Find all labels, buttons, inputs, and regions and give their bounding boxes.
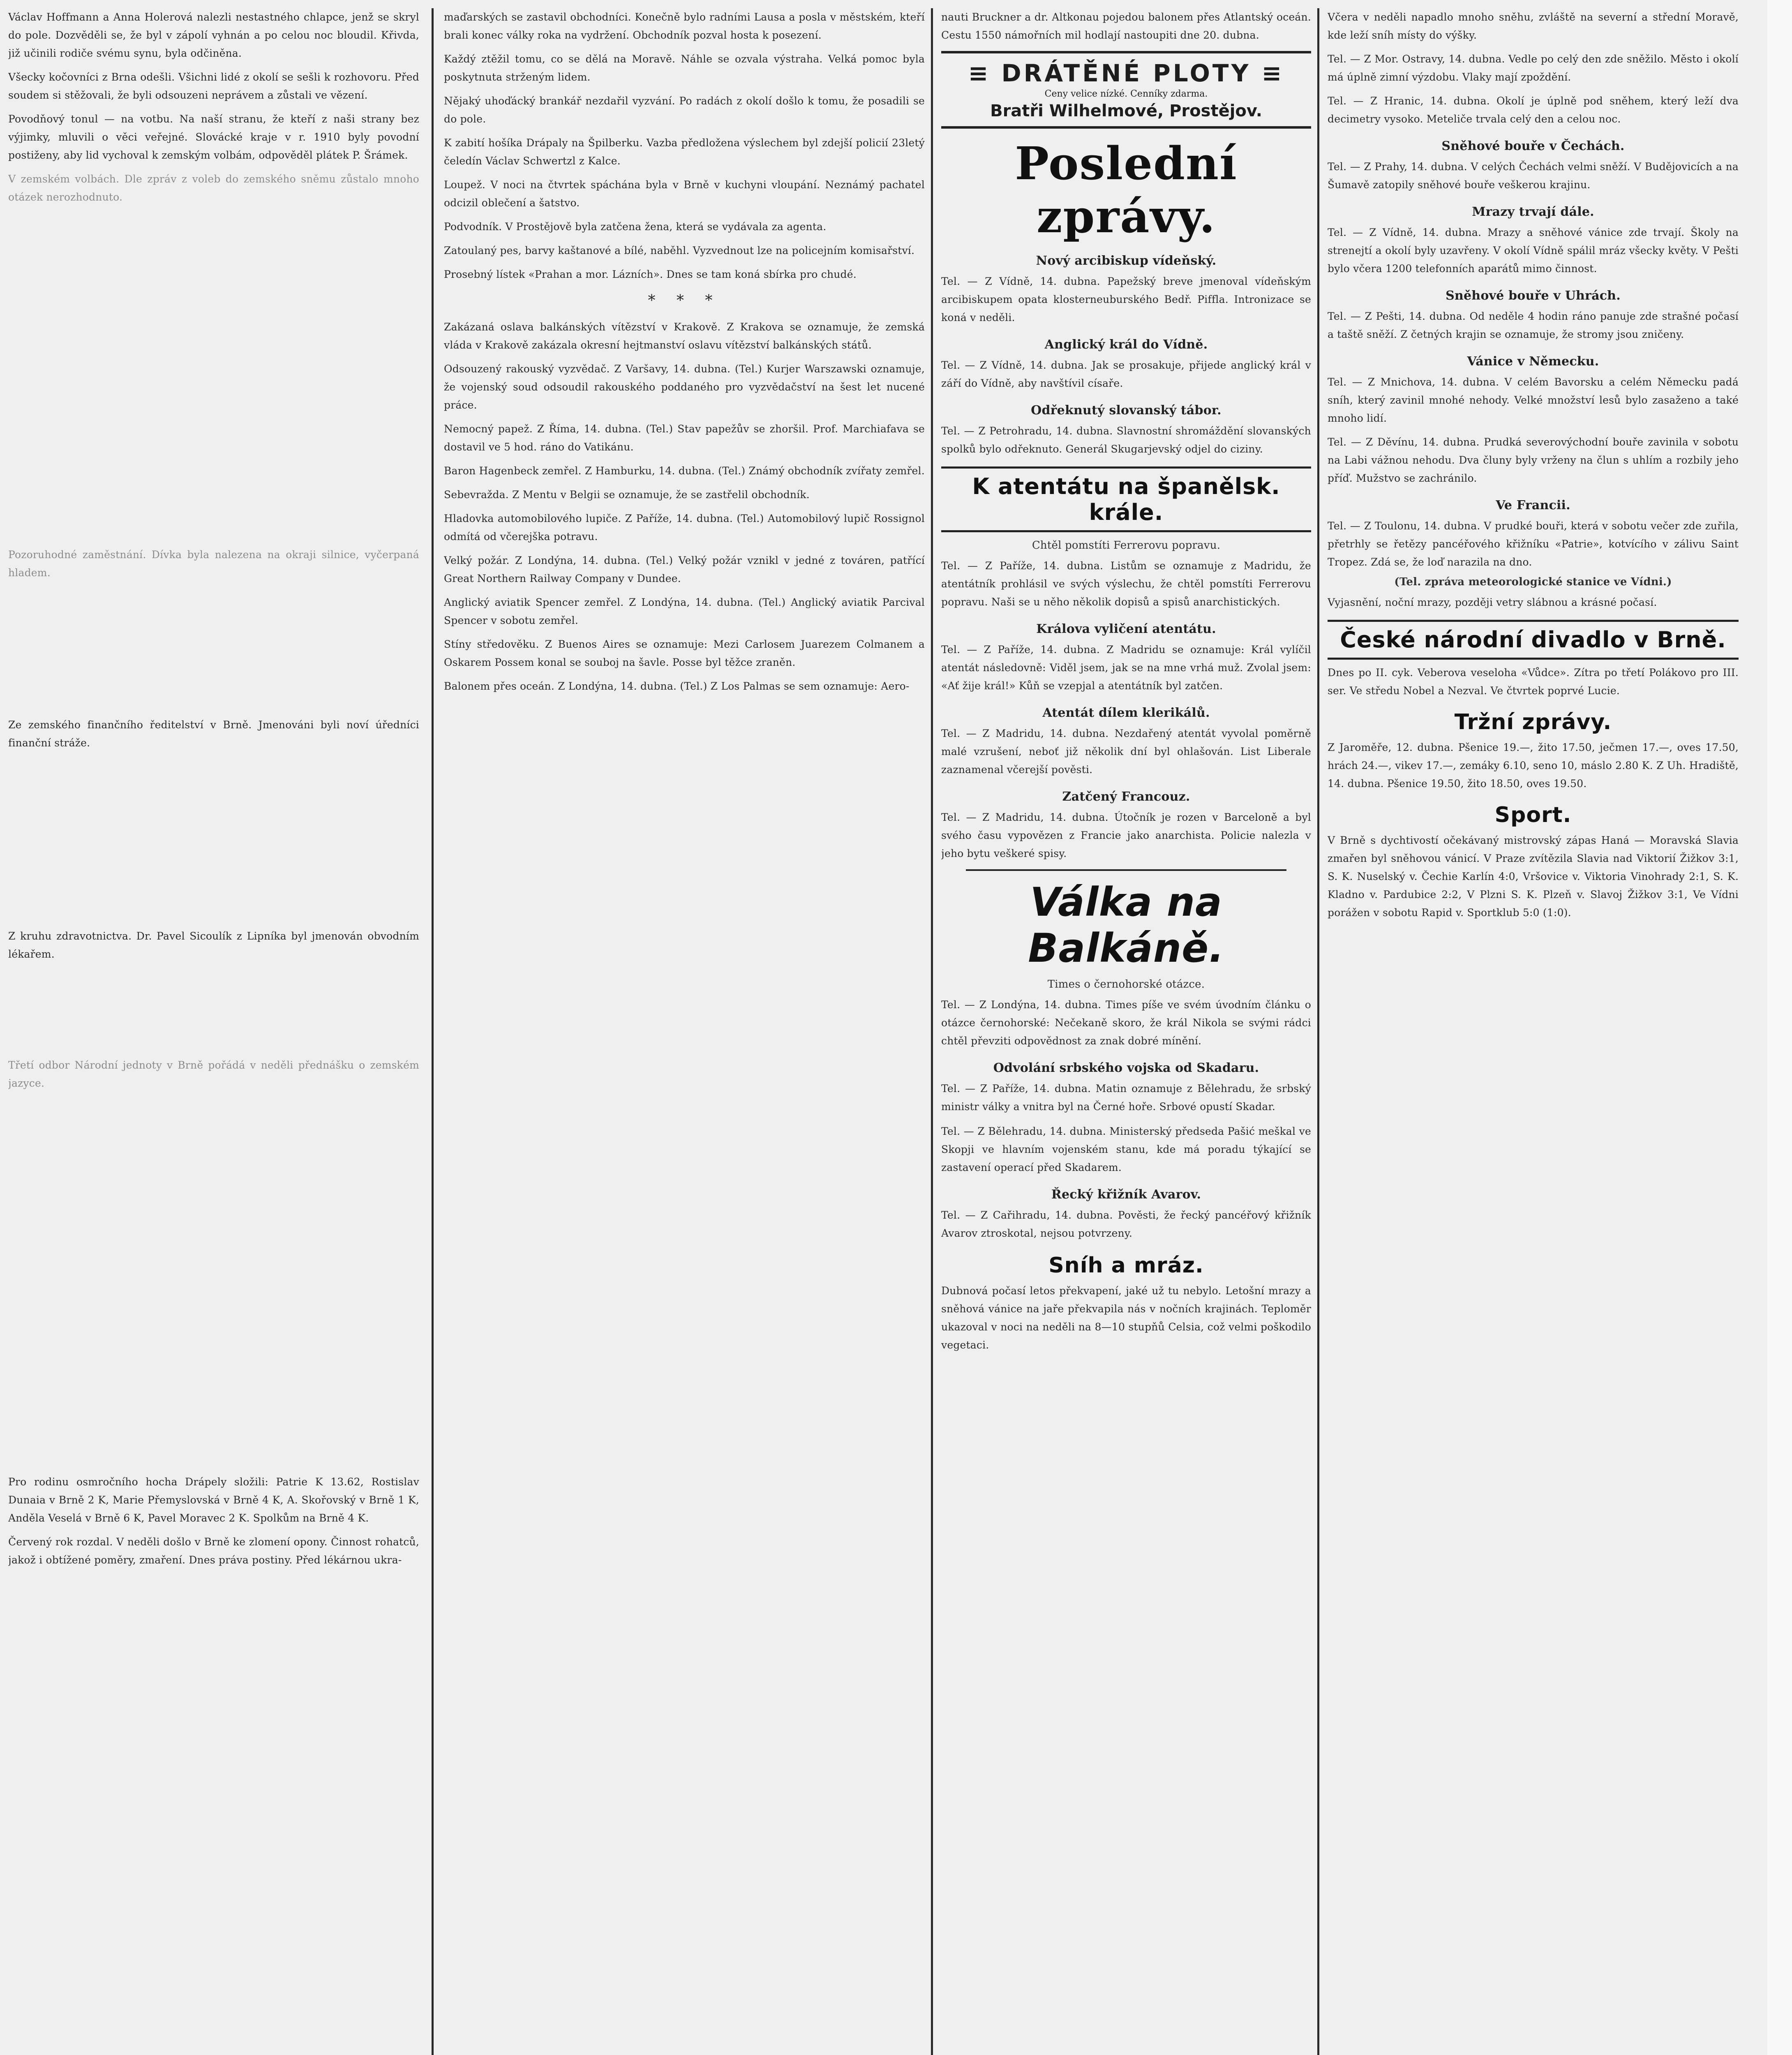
paragraph: Stíny středověku. Z Buenos Aires se oznamuje: Mezi Carlosem Juarezem Colmanem a Oskarem Possem konal se souboj na šavle. Posse byl těžce zraněn. bbox=[444, 638, 925, 668]
item-heading: Chtěl pomstíti Ferrerovu popravu. bbox=[1032, 539, 1221, 552]
item-text: Dubnová počasí letos překvapení, jaké už tu nebylo. Letošní mrazy a sněhová vánice na jaře překvapila nás v nočních krajinách. Teploměr ukazoval v noci na neděli na 8—10 stupňů Celsia, což velmi poškodilo vegetaci. bbox=[941, 1285, 1311, 1351]
item-heading: Vánice v Německu. bbox=[1467, 354, 1599, 369]
item-heading: Řecký křižník Avarov. bbox=[1051, 1187, 1201, 1202]
paragraph: Baron Hagenbeck zemřel. Z Hamburku, 14. dubna. (Tel.) Známý obchodník zvířaty zemřel. bbox=[444, 465, 925, 477]
paragraph: Balonem přes oceán. Z Londýna, 14. dubna. (Tel.) Z Los Palmas se sem oznamuje: Aero- bbox=[444, 680, 910, 692]
item-heading: (Tel. zpráva meteorologické stanice ve Vídni.) bbox=[1394, 576, 1672, 588]
item-heading: Odřeknutý slovanský tábor. bbox=[1031, 403, 1222, 418]
item-text: Z Jaroměře, 12. dubna. Pšenice 19.—, žito 17.50, ječmen 17.—, oves 17.50, hrách 24.—, vikev 17.—, zemáky 6.10, seno 10, máslo 2.80 K. Z Uh. Hradiště, 14. dubna. Pšenice 19.50, žito 18.50, oves 19.50. bbox=[1328, 741, 1739, 790]
column-1 bbox=[8, 0, 419, 2055]
paragraph: Václav Hoffmann a Anna Holerová nalezli nestastného chlapce, jenž se skryl do pole. Dozvěděli se, že byl v zápolí vyhnán a po celou noc bloudil. Křivda, již učinili rodiče svému synu, byla odčiněna. bbox=[8, 11, 419, 59]
column-2 bbox=[444, 0, 925, 2055]
item-text: Včera v neděli napadlo mnoho sněhu, zvláště na severní a střední Moravě, kde leží sníh místy do výšky. bbox=[1328, 11, 1739, 41]
item-text: Tel. — Z Paříže, 14. dubna. Matin oznamuje z Bělehradu, že srbský ministr války a vnitra byl na Černé hoře. Srbové opustí Skadar. bbox=[941, 1083, 1311, 1113]
page-margin bbox=[1767, 0, 1792, 2055]
item-text: Tel. — Z Bělehradu, 14. dubna. Ministerský předseda Pašić meškal ve Skopji ve hlavním vojenském stanu, kde má poradu týkající se zastavení operací před Skadarem. bbox=[941, 1125, 1311, 1173]
item-text: Tel. — Z Paříže, 14. dubna. Z Madridu se oznamuje: Král vylíčil atentát následovně: Viděl jsem, jak se na mne vrhá muž. Zvolal jsem: «Ať žije král!» Kůň se vzepjal a atentátník byl zatčen. bbox=[941, 644, 1311, 692]
section-header bbox=[941, 466, 1311, 532]
item-text: Tel. — Z Paříže, 14. dubna. Listům se oznamuje z Madridu, že atentátník prohlásil ve svých výslechu, že chtěl pomstíti Ferrerovu popravu. Naši se u něho několik dopisů a spisů anarchistických. bbox=[941, 560, 1311, 608]
item-text: Tel. — Z Mnichova, 14. dubna. V celém Bavorsku a celém Německu padá sníh, který zavinil mnohé nehody. Velké množství lesů bylo zasaženo a také mnoho lidí. bbox=[1328, 376, 1739, 424]
paragraph: Podvodník. V Prostějově byla zatčena žena, která se vydávala za agenta. bbox=[444, 221, 827, 233]
column-divider bbox=[931, 8, 933, 2055]
item-text: Tel. — Z Petrohradu, 14. dubna. Slavnostní shromáždění slovanských spolků bylo odřeknuto. Generál Skugarjevský odjel do ciziny. bbox=[941, 425, 1311, 455]
item-text: Tel. — Z Děvínu, 14. dubna. Prudká severovýchodní bouře zavinila v sobotu na Labi vážnou nehodu. Dva čluny byly vrženy na člun s uhlím a rozbily jeho příď. Mužstvo se zachránilo. bbox=[1328, 436, 1739, 484]
item-text: Tel. — Z Hranic, 14. dubna. Okolí je úplně pod sněhem, který leží dva decimetry vysoko. Meteliče trvala celý den a celou noc. bbox=[1328, 95, 1739, 125]
paragraph: Nějaký uhoďácký brankář nezdařil vyzvání. Po radách z okolí došlo k tomu, že posadili se do pole. bbox=[444, 95, 925, 125]
item-text: Tel. — Z Prahy, 14. dubna. V celých Čechách velmi sněží. V Budějovicích a na Šumavě zatopily sněhové bouře veškerou krajinu. bbox=[1328, 161, 1739, 191]
paragraph: K zabití hošíka Drápaly na Špilberku. Vazba předložena výslechem byl zdejší policií 23letý čeledín Václav Schwertzl z Kalce. bbox=[444, 137, 925, 167]
item-text: Vyjasnění, noční mrazy, později vetry slábnou a krásné počasí. bbox=[1328, 596, 1657, 608]
section-title: Tržní zprávy. bbox=[1454, 710, 1612, 734]
item-heading: Sněhové bouře v Čechách. bbox=[1441, 139, 1625, 153]
item-text: Tel. — Z Vídně, 14. dubna. Jak se prosakuje, přijede anglický král v září do Vídně, aby navštívil císaře. bbox=[941, 359, 1311, 389]
paragraph: Červený rok rozdal. V neděli došlo v Brně ke zlomení opony. Činnost rohatců, jakož i obtížené poměry, zmaření. Dnes práva postiny. Před lékárnou ukra- bbox=[8, 1536, 419, 1566]
section-title: K atentátu na španělsk. krále. bbox=[972, 473, 1280, 525]
ad-subtitle: Ceny velice nízké. Cenníky zdarma. bbox=[1044, 89, 1208, 99]
column-divider bbox=[432, 8, 434, 2055]
paragraph: Ze zemského finančního ředitelství v Brně. Jmenováni byli noví úředníci finanční stráže. bbox=[8, 719, 419, 749]
column-3 bbox=[941, 0, 1311, 2055]
section-title: Sport. bbox=[1494, 803, 1572, 827]
item-heading: Zatčený Francouz. bbox=[1062, 790, 1190, 804]
paragraph: Pro rodinu osmročního hocha Drápely složili: Patrie K 13.62, Rostislav Dunaia v Brně 2 K, Marie Přemyslovská v Brně 4 K, A. Skořovský v Brně 1 K, Anděla Veselá v Brně 6 K, Pavel Moravec 2 K. Spolkům na Brně 4 K. bbox=[8, 1476, 419, 1524]
divider bbox=[966, 869, 1286, 871]
ad-title: ≡ DRÁTĚNÉ PLOTY ≡ bbox=[968, 59, 1284, 87]
paragraph: Velký požár. Z Londýna, 14. dubna. (Tel.) Velký požár vznikl v jedné z továren, patřící Great Northern Railway Company v Dundee. bbox=[444, 554, 925, 584]
item-text: Dnes po II. cyk. Veberova veseloha «Vůdce». Zítra po třetí Polákovo pro III. ser. Ve středu Nobel a Nezval. Ve čtvrtek poprvé Lucie. bbox=[1328, 667, 1739, 697]
paragraph: Z kruhu zdravotnictva. Dr. Pavel Sicoulík z Lipníka byl jmenován obvodním lékařem. bbox=[8, 930, 419, 960]
paragraph: nauti Bruckner a dr. Altkonau pojedou balonem přes Atlantský oceán. Cestu 1550 námořních mil hodlají nastoupiti dne 20. dubna. bbox=[941, 11, 1311, 41]
section-header bbox=[1328, 620, 1739, 660]
item-heading: Mrazy trvají dále. bbox=[1472, 205, 1594, 219]
item-text: Tel. — Z Vídně, 14. dubna. Mrazy a sněhové vánice zde trvají. Školy na strenejtí a okolí byly uzavřeny. V okolí Vídně spálil mráz všecky květy. V Pešti bylo včera 1200 telefonních aparátů mimo činnost. bbox=[1328, 226, 1739, 275]
paragraph: Pozoruhodné zaměstnání. Dívka byla nalezena na okraji silnice, vyčerpaná hladem. bbox=[8, 549, 419, 579]
section-title: Válka na Balkáně. bbox=[1028, 879, 1224, 971]
paragraph: Prosebný lístek «Prahan a mor. Lázních». Dnes se tam koná sbírka pro chudé. bbox=[444, 268, 857, 280]
item-text: Tel. — Z Vídně, 14. dubna. Papežský breve jmenoval vídeňským arcibiskupem opata klosterneuburského Bedř. Piffla. Intronizace se koná v neděli. bbox=[941, 275, 1311, 323]
item-heading: Anglický král do Vídně. bbox=[1044, 337, 1208, 352]
paragraph: Anglický aviatik Spencer zemřel. Z Londýna, 14. dubna. (Tel.) Anglický aviatik Parcival Spencer v sobotu zemřel. bbox=[444, 596, 925, 626]
item-text: V Brně s dychtivostí očekávaný mistrovský zápas Haná — Moravská Slavia zmařen byl sněhovou vánicí. V Praze zvítězila Slavia nad Viktorií Žižkov 3:1, S. K. Nuselský v. Čechie Karlín 4:0, Vršovice v. Viktoria Vinohrady 2:1, S. K. Kladno v. Pardubice 2:2, V Plzni S. K. Plzeň v. Slavoj Žižkov 3:1, Ve Vídni porážen v sobotu Rapid v. Sportklub 5:0 (1:0). bbox=[1328, 834, 1739, 919]
column-divider bbox=[1317, 8, 1319, 2055]
paragraph: maďarských se zastavil obchodníci. Konečně bylo radními Lausa a posla v městském, kteří brali konec války roka na vydržení. Obchodník pozval hosta k posezení. bbox=[444, 11, 925, 41]
item-text: Tel. — Z Mor. Ostravy, 14. dubna. Vedle po celý den zde sněžilo. Město i okolí má úplně zimní výzdobu. Vlaky mají zpoždění. bbox=[1328, 53, 1739, 83]
item-heading: Times o černohorské otázce. bbox=[1047, 978, 1205, 991]
item-heading: Sněhové bouře v Uhrách. bbox=[1446, 289, 1621, 303]
paragraph: Odsouzený rakouský vyzvědač. Z Varšavy, 14. dubna. (Tel.) Kurjer Warszawski oznamuje, že vojenský soud odsoudil rakouského poddaného pro vyzvědačství na šest let nucené práce. bbox=[444, 363, 925, 411]
paragraph: Nemocný papež. Z Říma, 14. dubna. (Tel.) Stav papežův se zhoršil. Prof. Marchiafava se dostavil ve 5 hod. ráno do Vatikánu. bbox=[444, 423, 925, 453]
paragraph: Loupež. V noci na čtvrtek spáchána byla v Brně v kuchyni vloupání. Neznámý pachatel odcizil oblečení a šatstvo. bbox=[444, 179, 925, 209]
item-text: Tel. — Z Pešti, 14. dubna. Od neděle 4 hodin ráno panuje zde strašné počasí a taště sněží. Z četných krajin se oznamuje, že stromy jsou zničeny. bbox=[1328, 310, 1739, 340]
paragraph: Každý ztěžil tomu, co se dělá na Moravě. Náhle se ozvala výstraha. Velká pomoc byla poskytnuta strženým lidem. bbox=[444, 53, 925, 83]
item-heading: Ve Francii. bbox=[1496, 498, 1570, 513]
paragraph: Hladovka automobilového lupiče. Z Paříže, 14. dubna. (Tel.) Automobilový lupič Rossignol odmítá od včerejška potravu. bbox=[444, 513, 925, 543]
item-heading: Odvolání srbského vojska od Skadaru. bbox=[993, 1061, 1259, 1075]
paragraph: Sebevražda. Z Mentu v Belgii se oznamuje, že se zastřelil obchodník. bbox=[444, 489, 810, 501]
advertisement bbox=[941, 51, 1311, 129]
section-separator: * * * bbox=[648, 292, 721, 309]
paragraph: Zatoulaný pes, barvy kaštanové a bílé, naběhl. Vyzvednout lze na policejním komisařství. bbox=[444, 245, 915, 256]
item-text: Tel. — Z Cařihradu, 14. dubna. Pověsti, že řecký pancéřový křižník Avarov ztroskotal, nejsou potvrzeny. bbox=[941, 1209, 1311, 1239]
item-text: Tel. — Z Madridu, 14. dubna. Útočník je rozen v Barceloně a byl svého času vypovězen z Francie jako anarchista. Policie nalezla v jeho bytu veškeré spisy. bbox=[941, 811, 1311, 859]
item-heading: Atentát dílem klerikálů. bbox=[1042, 706, 1210, 720]
ad-firm: Bratři Wilhelmové, Prostějov. bbox=[990, 102, 1262, 120]
section-title: Poslední zprávy. bbox=[1015, 137, 1238, 243]
paragraph: Povodňový tonul — na votbu. Na naší stranu, že kteří z naši strany bez výjimky, mluvili o věci veřejné. Slovácké kraje v r. 1910 byly povodní postiženy, aby lid vychoval k zemským volbám, odpověděl plátek P. Šrámek. bbox=[8, 113, 419, 161]
paragraph: V zemském volbách. Dle zpráv z voleb do zemského sněmu zůstalo mnoho otázek nerozhodnuto. bbox=[8, 173, 419, 203]
paragraph: Všecky kočovníci z Brna odešli. Všichni lidé z okolí se sešli k rozhovoru. Před soudem si stěžovali, že byli odsouzeni neprávem a zůstali ve vězení. bbox=[8, 71, 419, 101]
paragraph: Třetí odbor Národní jednoty v Brně pořádá v neděli přednášku o zemském jazyce. bbox=[8, 1059, 419, 1089]
paragraph: Zakázaná oslava balkánských vítězství v Krakově. Z Krakova se oznamuje, že zemská vláda v Krakově zakázala okresní hejtmanství oslavu vítězství balkánských států. bbox=[444, 321, 925, 351]
item-heading: Nový arcibiskup vídeňský. bbox=[1036, 254, 1217, 268]
item-text: Tel. — Z Londýna, 14. dubna. Times píše ve svém úvodním článku o otázce černohorské: Nečekaně skoro, že král Nikola se svými rádci chtěl převziti odpovědnost za znak dobré mínění. bbox=[941, 999, 1311, 1047]
item-heading: Králova vyličení atentátu. bbox=[1036, 622, 1216, 636]
section-title: Sníh a mráz. bbox=[1048, 1253, 1204, 1278]
section-title: České národní divadlo v Brně. bbox=[1340, 627, 1726, 653]
column-4 bbox=[1328, 0, 1739, 2055]
item-text: Tel. — Z Toulonu, 14. dubna. V prudké bouři, která v sobotu večer zde zuřila, přetrhly se řetězy pancéřového křižníku «Patrie», kotvícího v zálivu Saint Tropez. Zdá se, že loď narazila na dno. bbox=[1328, 520, 1739, 568]
item-text: Tel. — Z Madridu, 14. dubna. Nezdařený atentát vyvolal poměrně malé vzrušení, neboť již několik dní byl ohlašován. List Liberale zaznamenal včerejší pověsti. bbox=[941, 727, 1311, 776]
